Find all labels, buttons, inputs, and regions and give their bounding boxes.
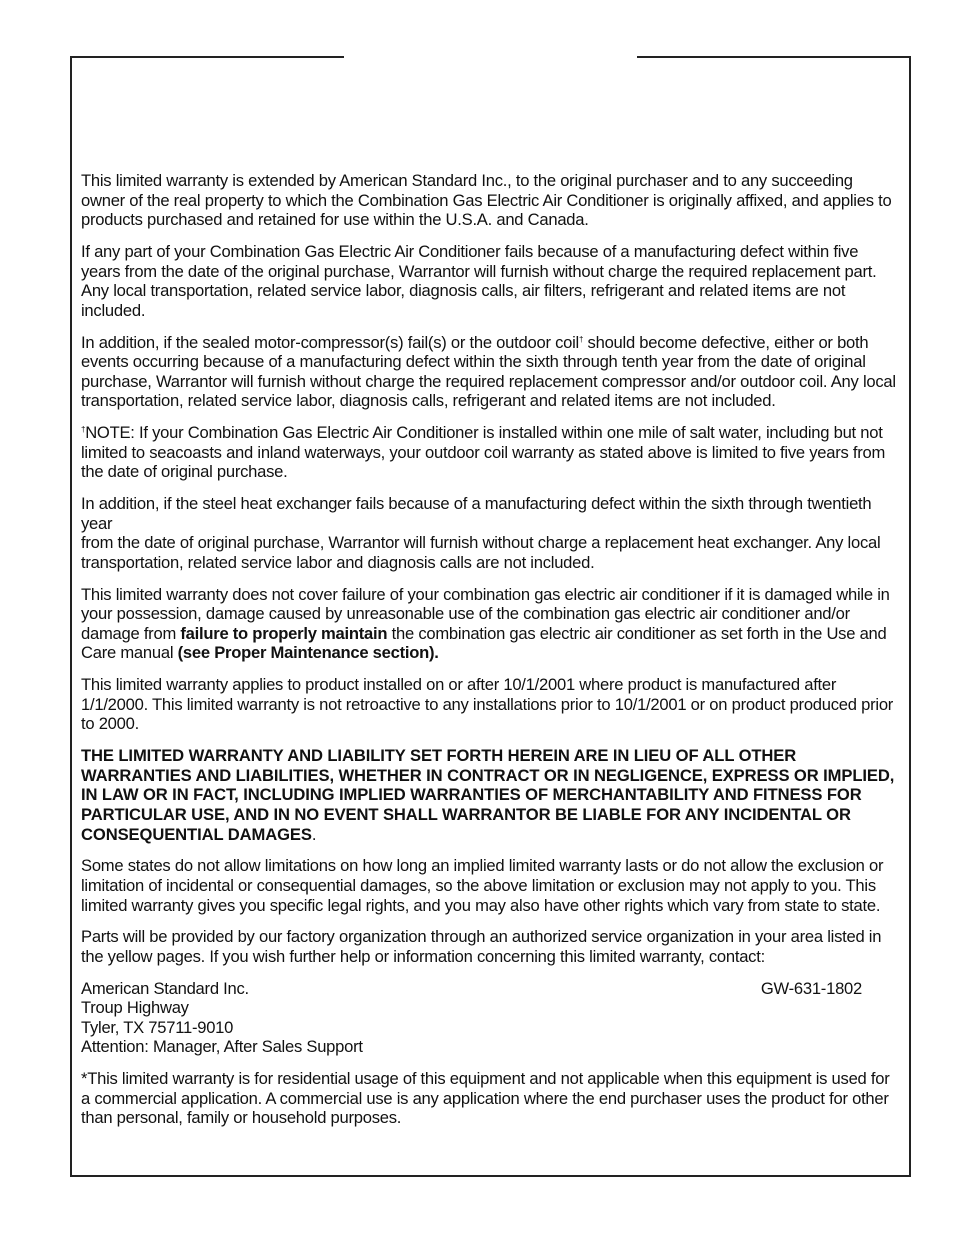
warranty-paragraph-heat-exchanger [81, 494, 899, 572]
heat-exchanger-line-2: from the date of original purchase, Warrantor will furnish without charge a replacement heat exchanger. Any local transportation, related service labor and diagnosis calls are not included. [81, 533, 881, 572]
note-text: NOTE: If your Combination Gas Electric Air Conditioner is installed within one mile of salt water, including but not limited to seacoasts and inland waterways, your outdoor coil warranty as stated above is limited to five years from the date of original purchase. [81, 423, 886, 482]
exclusions-text-middle: the combination gas electric air conditioner as set forth in the Use and Care manual [81, 623, 887, 663]
frame-left-border [70, 56, 72, 1177]
address-company: American Standard Inc. [81, 978, 249, 998]
compressor-text-end: should become defective, either or both events occurring because of a manufacturing defect within the sixth through tenth year from the date of original purchase, Warrantor will furnish without charge the required replacement compressor and/or outdoor coil. Any local transportation, related service labor, diagnosis calls, refrigerant and related items are not included. [81, 332, 896, 411]
address-street: Troup Highway [81, 998, 189, 1018]
address-city: Tyler, TX 75711-9010 [81, 1017, 234, 1037]
compressor-text-start: In addition, if the sealed motor-compressor(s) fail(s) or the outdoor coil [81, 332, 579, 352]
heat-exchanger-line-1: In addition, if the steel heat exchanger fails because of a manufacturing defect within the sixth through twentieth year [81, 494, 872, 533]
frame-top-right-border [637, 56, 911, 58]
frame-top-left-border [70, 56, 344, 58]
disclaimer-text: THE LIMITED WARRANTY AND LIABILITY SET FORTH HEREIN ARE IN LIEU OF ALL OTHER WARRANTIES AND LIABILITIES, WHETHER IN CONTRACT OR IN NEGLIGENCE, EXPRESS OR IMPLIED, IN LAW OR IN FACT, INCLUDING IMPLIED WARRANTIES OF MERCHANTABILITY AND FITNESS FOR PARTICULAR USE, AND IN NO EVENT SHALL WARRANTOR BE LIABLE FOR ANY INCIDENTAL OR CONSEQUENTIAL DAMAGES [81, 746, 895, 844]
warranty-paragraph-state-rights: Some states do not allow limitations on how long an implied limited warranty lasts or do not allow the exclusion or limitation of incidental or consequential damages, so the above limitation or exclusion may not apply to you. This limited warranty gives you specific legal rights, and you may also have other rights which vary from state to state. [81, 856, 884, 915]
warranty-text [81, 171, 899, 1140]
form-number: GW-631-1802 [760, 978, 862, 998]
warranty-paragraph-dates: This limited warranty applies to product installed on or after 10/1/2001 where product is manufactured after 1/1/2000. This limited warranty is not retroactive to any installations prior to 10/1/2001 or on product produced prior to 2000. [81, 675, 894, 734]
frame-right-border [909, 56, 911, 1177]
warranty-paragraph-exclusions [81, 585, 899, 663]
disclaimer-period: . [311, 824, 317, 844]
exclusions-text-start: This limited warranty does not cover failure of your combination gas electric air conditioner if it is damaged while in your possession, damage caused by unreasonable use of the combination gas electric air conditioner and/or damage from [81, 584, 890, 643]
warranty-paragraph-parts: If any part of your Combination Gas Electric Air Conditioner fails because of a manufacturing defect within five years from the date of the original purchase, Warrantor will furnish without charge the required replacement part. Any local transportation, related service labor, diagnosis calls, air filters, refrigerant and related items are not included. [81, 241, 877, 320]
salt-water-note [81, 423, 899, 482]
maintain-emphasis: failure to properly maintain [180, 623, 388, 643]
warranty-paragraph-compressor [81, 333, 899, 411]
frame-bottom-border [70, 1175, 911, 1177]
contact-address [81, 979, 899, 1057]
note-dagger-mark: † [81, 425, 86, 435]
liability-disclaimer [81, 746, 899, 844]
residential-footnote: *This limited warranty is for residential usage of this equipment and not applicable when this equipment is used for a commercial application. A commercial use is any application where the end purchaser uses the product for other than personal, family or household purposes. [81, 1069, 890, 1128]
warranty-paragraph-contact: Parts will be provided by our factory organization through an authorized service organization in your area listed in the yellow pages. If you wish further help or information concerning this limited warranty, contact: [81, 927, 882, 966]
maintenance-section-reference: (see Proper Maintenance section). [177, 643, 439, 663]
dagger-mark: † [578, 334, 584, 344]
warranty-paragraph-extent: This limited warranty is extended by American Standard Inc., to the original purchaser and to any succeeding owner of the real property to which the Combination Gas Electric Air Conditioner is originally affixed, and applies to products purchased and retained for use within the U.S.A. and Canada. [81, 171, 892, 230]
address-attention: Attention: Manager, After Sales Support [81, 1037, 363, 1057]
